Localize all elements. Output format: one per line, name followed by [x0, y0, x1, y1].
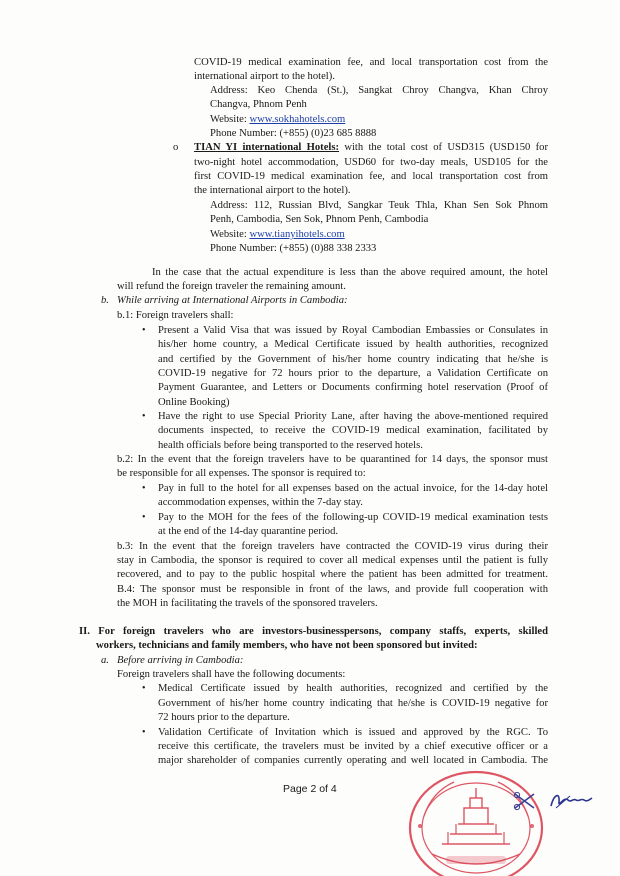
bullet: •: [142, 727, 146, 738]
phone-line: Phone Number: (+855) (0)23 685 8888: [210, 128, 377, 139]
phone-line: Phone Number: (+855) (0)88 338 2333: [210, 243, 377, 254]
text-line: first COVID-19 medical examination fee, and local transportation cost from: [194, 171, 548, 182]
bullet: •: [142, 411, 146, 422]
text-line: b.3: In the event that the foreign travelers have contracted the COVID-19 virus during their: [117, 541, 548, 552]
text-line: major shareholder of companies currently operating and well located in Cambodia. The: [158, 755, 548, 766]
official-seal-stamp: [402, 752, 550, 876]
text-line: 72 hours prior to the departure.: [158, 712, 290, 723]
website-line: [210, 228, 345, 242]
sokha-website-link[interactable]: www.sokhahotels.com: [249, 114, 346, 125]
sub-bullet: o: [173, 142, 179, 153]
text-line: Government of his/her home country indicating that he/she is COVID-19 negative for: [158, 698, 548, 709]
bullet: •: [142, 683, 146, 694]
text-span: with the total cost of USD315 (USD150 for: [339, 142, 549, 153]
text-line: the MOH in facilitating the travels of the sponsored travelers.: [117, 598, 378, 609]
address-line: Changva, Phnom Penh: [210, 99, 307, 110]
text-line: two-night hotel accommodation, USD60 for two-day meals, USD105 for the: [194, 157, 548, 168]
bullet: •: [142, 512, 146, 523]
text-line: the international airport to the hotel).: [194, 185, 351, 196]
text-line: COVID-19 negative for 72 hours prior to the departure, a Validation Certificate on: [158, 368, 548, 379]
text-line: and certified by the Government of his/her home country indicating that he/she is: [158, 354, 548, 365]
section-heading: While arriving at International Airports in Cambodia:: [117, 295, 348, 306]
text-line: Pay in full to the hotel for all expenses based on the actual invoice, for the 14-day hotel: [158, 483, 548, 494]
text-line: international airport to the hotel).: [194, 71, 335, 82]
bullet: •: [142, 483, 146, 494]
text-line: Medical Certificate issued by health authorities, recognized and certified by the: [158, 683, 548, 694]
text-line: Validation Certificate of Invitation which is issued and approved by the RGC. To: [158, 727, 548, 738]
page-number: Page 2 of 4: [283, 783, 337, 795]
section-letter: b.: [101, 295, 109, 306]
text-line: his/her home country, a Medical Certificate issued by health authorities, recognized: [158, 339, 548, 350]
section-letter: a.: [101, 655, 109, 666]
text-line: recovered, and to pay to the public hospital where the patient has been admitted for treatment.: [117, 569, 548, 580]
text-line: will refund the foreign traveler the remaining amount.: [117, 281, 346, 292]
signature-initials: [548, 788, 594, 814]
bullet: •: [142, 325, 146, 336]
handwritten-mark-icon: [512, 790, 538, 812]
text-line: Online Booking): [158, 397, 230, 408]
address-line: Penh, Cambodia, Sen Sok, Phnom Penh, Cambodia: [210, 214, 429, 225]
text-line: Present a Valid Visa that was issued by Royal Cambodian Embassies or Consulates in: [158, 325, 548, 336]
text-line: receive this certificate, the travelers must be invited by a chief executive officer or a: [158, 741, 548, 752]
text-line: be responsible for all expenses. The sponsor is required to:: [117, 468, 366, 479]
text-line: [194, 141, 548, 155]
hotel-name: TIAN YI international Hotels:: [194, 142, 340, 153]
text-line: accommodation expenses, within the 7-day stay.: [158, 497, 363, 508]
text-line: Payment Guarantee, and Letters or Documents confirming hotel reservation (Proof of: [158, 382, 548, 393]
tianyi-website-link[interactable]: www.tianyihotels.com: [249, 229, 345, 240]
section-heading: workers, technicians and family members, who have not been sponsored but invited:: [96, 640, 478, 651]
text-line: In the case that the actual expenditure is less than the above required amount, the hotel: [152, 267, 548, 278]
website-line: [210, 113, 345, 127]
text-line: at the end of the 14-day quarantine period.: [158, 526, 339, 537]
section-heading: II. For foreign travelers who are investors-businesspersons, company staffs, experts, skilled: [79, 626, 548, 637]
text-line: b.1: Foreign travelers shall:: [117, 310, 234, 321]
text-line: COVID-19 medical examination fee, and local transportation cost from the: [194, 57, 548, 68]
text-line: Foreign travelers shall have the following documents:: [117, 669, 346, 680]
text-line: B.4: The sponsor must be responsible in front of the laws, and provide full cooperation with: [117, 584, 548, 595]
text-line: b.2: In the event that the foreign travelers have to be quarantined for 14 days, the sponsor must: [117, 454, 548, 465]
address-line: Address: 112, Russian Blvd, Sangkar Teuk Thla, Khan Sen Sok Phnom: [210, 200, 548, 211]
text-line: Have the right to use Special Priority Lane, after having the above-mentioned required: [158, 411, 548, 422]
website-label: Website:: [210, 229, 250, 240]
section-heading: Before arriving in Cambodia:: [117, 655, 244, 666]
text-line: health officials before being transported to the reserved hotels.: [158, 440, 423, 451]
address-line: Address: Keo Chenda (St.), Sangkat Chroy Changva, Khan Chroy: [210, 85, 548, 96]
text-line: documents inspected, to receive the COVID-19 medical examination, facilitated by: [158, 425, 548, 436]
website-label: Website:: [210, 114, 250, 125]
text-line: Pay to the MOH for the fees of the following-up COVID-19 medical examination tests: [158, 512, 548, 523]
text-line: stay in Cambodia, the sponsor is required to cover all medical expenses until the patient is fully: [117, 555, 548, 566]
